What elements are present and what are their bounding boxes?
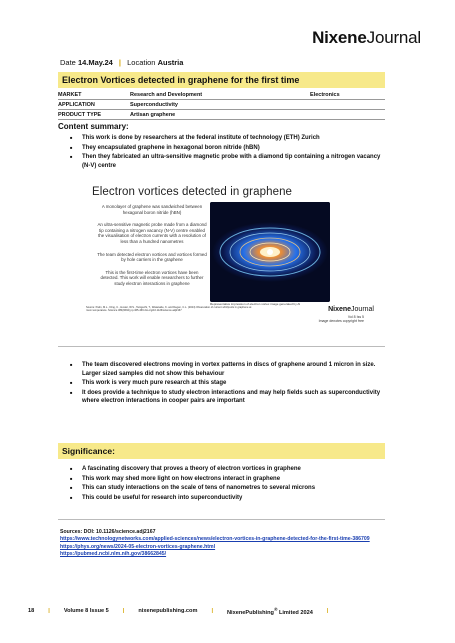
meta-key: MARKET [58, 91, 82, 98]
source-link[interactable]: https://pubmed.ncbi.nlm.nih.gov/38662845/ [60, 551, 167, 558]
infographic [58, 178, 398, 343]
list-item: ■ This work may shed more light on how electrons interact in graphene [70, 475, 390, 484]
infographic-brand [328, 306, 374, 313]
footer-separator: | [326, 608, 329, 615]
meta-value: Artisan graphene [130, 111, 176, 118]
infographic-volume: Vol 8 Iss 5 [347, 315, 364, 319]
article-title: Electron Vortices detected in graphene for the first time [58, 72, 385, 88]
page-number: 18 [28, 608, 35, 615]
source-link[interactable]: https://phys.org/news/2024-05-electron-vortices-graphene.html [60, 543, 216, 550]
electron-vortex-image [210, 202, 330, 302]
location-value: Austria [157, 58, 184, 67]
content-summary-list [70, 134, 390, 171]
list-item: ■ The team discovered electrons moving in vortex patterns in discs of graphene around 1 micron in size. Larger sized samples did not show this behaviour [70, 361, 390, 378]
infographic-brand-bold: Nixene [328, 306, 352, 313]
list-item: ■ Then they fabricated an ultra-sensitive magnetic probe with a diamond tip containing a nitrogen vacancy (N-V) centre [70, 153, 390, 170]
significance-list [70, 465, 390, 503]
divider [58, 519, 385, 520]
findings-list [70, 361, 390, 407]
publisher-text [227, 607, 313, 616]
infographic-texts [96, 204, 208, 294]
infographic-title: Electron vortices detected in graphene [92, 186, 293, 198]
registered-mark: ® [273, 607, 278, 612]
sources-block [60, 529, 370, 559]
logo-bold: Nixene [312, 28, 367, 47]
meta-row-market [58, 90, 385, 100]
footer-separator: | [122, 608, 125, 615]
list-item: ■ This could be useful for research into superconductivity [70, 494, 390, 503]
content-summary-heading: Content summary: [58, 122, 129, 131]
meta-extra: Electronics [310, 91, 340, 98]
doi-text: DOI: 10.1126/science.adj2167 [83, 529, 156, 535]
meta-key: APPLICATION [58, 101, 95, 108]
dateline-separator: | [118, 58, 122, 67]
logo-light: Journal [366, 28, 421, 47]
publisher-year: Limited 2024 [278, 609, 313, 616]
meta-row-product-type [58, 110, 385, 120]
footer-separator: | [48, 608, 50, 615]
list-item: ■ It does provide a technique to study electron interactions and may help fields such as superconductivity where electron interactions in cooper pairs are important [70, 389, 390, 406]
list-item: ■ A fascinating discovery that proves a theory of electron vortices in graphene [70, 465, 390, 474]
meta-value: Research and Development [130, 91, 203, 98]
infographic-paragraph: The team detected electron vortices and vortices formed by hole carriers in the graphene [97, 251, 207, 263]
infographic-paragraph: A monolayer of graphene was sandwiched between hexagonal boron nitride (hBN) [101, 204, 203, 215]
sources-label: Sources: [60, 529, 83, 535]
list-item: ■ This work is done by researchers at the federal institute of technology (ETH) Zurich [70, 134, 390, 143]
date-label: Date [60, 58, 76, 67]
infographic-paragraph: This is the first-time electron vortices have been detected. This work will enable researchers to further study electron interactions in graphene [100, 269, 204, 286]
divider [58, 346, 385, 347]
list-item: ■ They encapsulated graphene in hexagonal boron nitride (hBN) [70, 144, 390, 153]
date-value: 14.May.24 [77, 58, 113, 67]
footer-separator: | [211, 608, 214, 615]
dateline [60, 58, 183, 67]
image-caption: Representative impression of electron vortex image generated by AI [210, 302, 301, 306]
infographic-brand-light: Journal [351, 306, 374, 313]
website-text: nixenepublishing.com [138, 608, 198, 615]
infographic-brand-sub [319, 315, 364, 323]
infographic-source: Source: Palm, M.L., Ding, C., Huxter, W.S., Taniguchi, T., Watanabe, K. and Degen, C.L. (2024) Observation of current whirlpools in graphene at room temperature. Science 384(6694) pp.465-469 doi.org/10.1126/science.adj2167 [86, 306, 252, 313]
location-label: Location [127, 58, 156, 67]
list-item: ■ This work is very much pure research at this stage [70, 379, 390, 388]
significance-heading: Significance: [58, 443, 385, 459]
meta-row-application [58, 100, 385, 110]
list-item: ■ This can study interactions on the scale of tens of nanometres to several microns [70, 484, 390, 493]
meta-key: PRODUCT TYPE [58, 111, 102, 118]
page-footer [28, 607, 418, 616]
journal-logo [312, 28, 421, 48]
volume-text: Volume 8 Issue 5 [63, 608, 109, 615]
meta-table [58, 90, 385, 120]
infographic-paragraph: An ultra-sensitive magnetic probe made from a diamond tip containing a nitrogen vacancy (N-V) centre enabled the visualisation of electron currents with a resolution of less than a hundred nanometres [97, 222, 207, 244]
publisher-name: NixenePublishing [227, 609, 274, 616]
source-link[interactable]: https://www.technologynetworks.com/applied-sciences/news/electron-vortices-in-graphene-detected-for-the-first-time-386709 [60, 536, 370, 543]
infographic-note: Image denotes copyright free [318, 319, 364, 324]
meta-value: Superconductivity [130, 101, 178, 108]
